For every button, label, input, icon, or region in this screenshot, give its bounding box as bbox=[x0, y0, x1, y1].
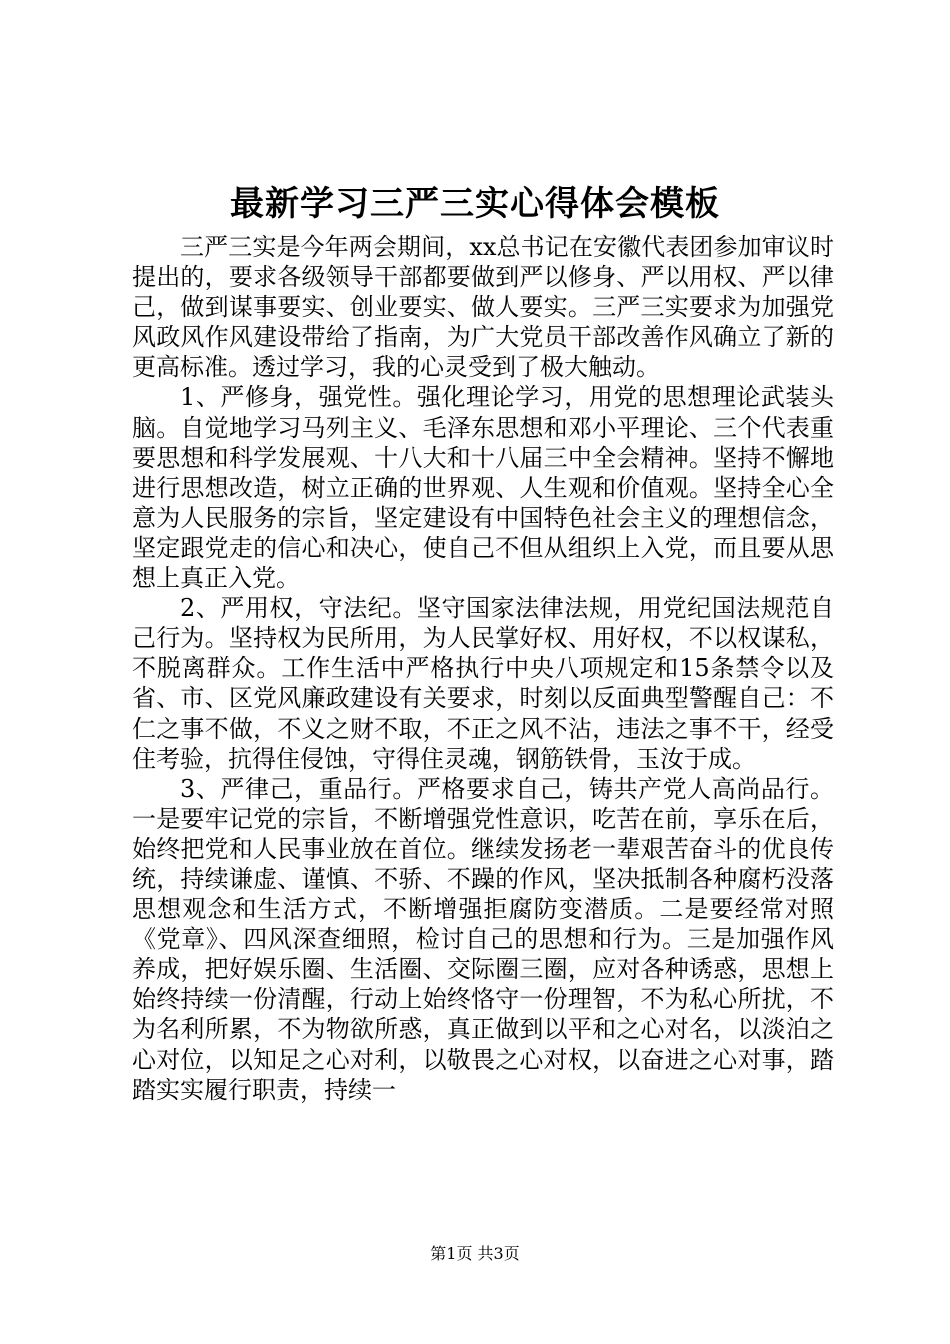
page-footer: 第1页 共3页 bbox=[430, 1244, 520, 1263]
document-body bbox=[132, 232, 834, 1105]
paragraph-point-3: 3、严律己，重品行。严格要求自己，铸共产党人高尚品行。一是要牢记党的宗旨，不断增强党性意识，吃苦在前，享乐在后，始终把党和人民事业放在首位。继续发扬老一辈艰苦奋斗的优良传统，持续谦虚、谨慎、不骄、不躁的作风，坚决抵制各种腐朽没落思想观念和生活方式，不断增强拒腐防变潜质。二是要经常对照《党章》、四风深查细照，检讨自己的思想和行为。三是加强作风养成，把好娱乐圈、生活圈、交际圈三圈，应对各种诱惑，思想上始终持续一份清醒，行动上始终恪守一份理智，不为私心所扰，不为名利所累，不为物欲所惑，真正做到以平和之心对名，以淡泊之心对位，以知足之心对利，以敬畏之心对权，以奋进之心对事，踏踏实实履行职责，持续一 bbox=[132, 774, 834, 1104]
document-title: 最新学习三严三实心得体会模板 bbox=[230, 184, 720, 224]
paragraph-point-1: 1、严修身，强党性。强化理论学习，用党的思想理论武装头脑。自觉地学习马列主义、毛泽东思想和邓小平理论、三个代表重要思想和科学发展观、十八大和十八届三中全会精神。坚持不懈地进行思想改造，树立正确的世界观、人生观和价值观。坚持全心全意为人民服务的宗旨，坚定建设有中国特色社会主义的理想信念，坚定跟党走的信心和决心，使自己不但从组织上入党，而且要从思想上真正入党。 bbox=[132, 383, 834, 593]
paragraph-intro: 三严三实是今年两会期间，xx总书记在安徽代表团参加审议时提出的，要求各级领导干部都要做到严以修身、严以用权、严以律己，做到谋事要实、创业要实、做人要实。三严三实要求为加强党风政风作风建设带给了指南，为广大党员干部改善作风确立了新的更高标准。透过学习，我的心灵受到了极大触动。 bbox=[132, 233, 834, 382]
paragraph-point-2: 2、严用权，守法纪。坚守国家法律法规，用党纪国法规范自己行为。坚持权为民所用，为人民掌好权、用好权，不以权谋私，不脱离群众。工作生活中严格执行中央八项规定和15条禁令以及省、市、区党风廉政建设有关要求，时刻以反面典型警醒自己：不仁之事不做，不义之财不取，不正之风不沾，违法之事不干，经受住考验，抗得住侵蚀，守得住灵魂，钢筋铁骨，玉汝于成。 bbox=[132, 594, 834, 773]
